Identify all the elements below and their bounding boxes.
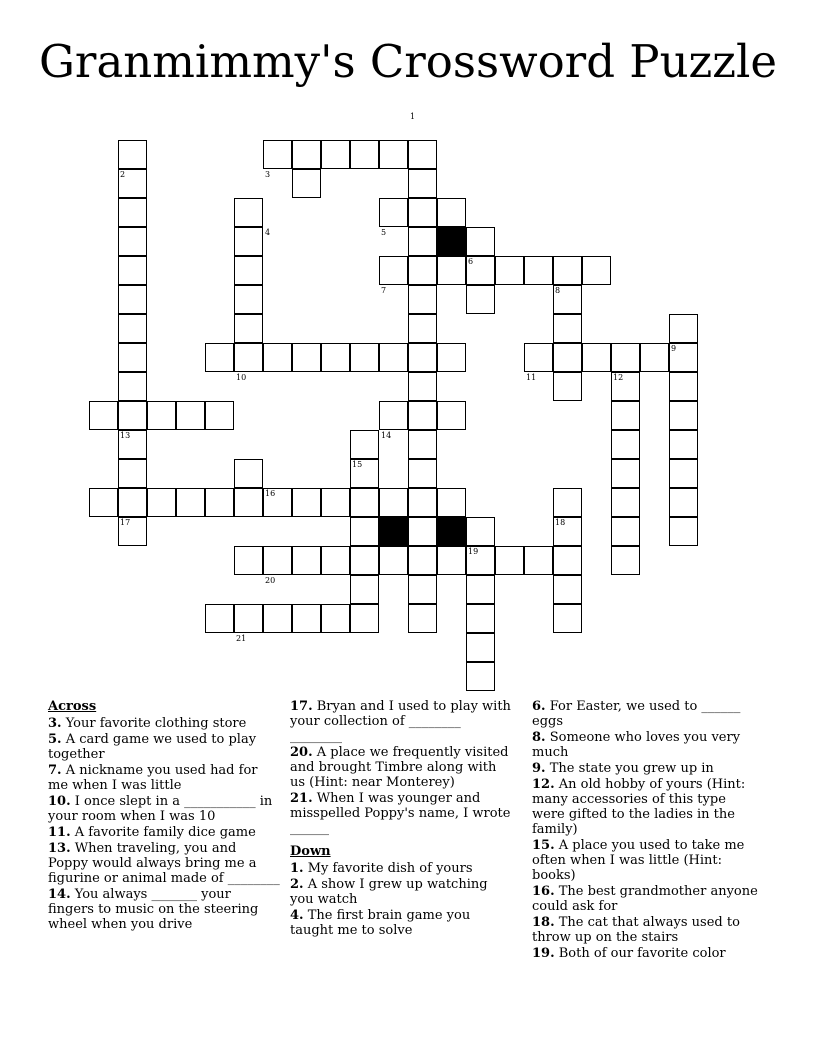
- clue-number: 10.: [48, 794, 71, 809]
- grid-cell[interactable]: [350, 488, 379, 517]
- across-heading: Across: [48, 699, 97, 714]
- grid-cell[interactable]: [437, 488, 466, 517]
- grid-cell[interactable]: [292, 488, 321, 517]
- grid-cell[interactable]: [408, 285, 437, 314]
- clue: [290, 877, 512, 907]
- grid-cell[interactable]: [495, 546, 524, 575]
- grid-cell[interactable]: [118, 314, 147, 343]
- grid-cell[interactable]: [118, 401, 147, 430]
- grid-cell[interactable]: [553, 372, 582, 401]
- clue-number-label: 12: [613, 373, 624, 382]
- grid-cell[interactable]: [553, 604, 582, 633]
- grid-cell[interactable]: [292, 343, 321, 372]
- clue-number-label: 11: [526, 373, 537, 382]
- grid-cell[interactable]: [669, 372, 698, 401]
- clue: [290, 745, 512, 790]
- clue: [290, 699, 512, 744]
- clue-number: 19.: [532, 946, 555, 961]
- clue-number-label: 16: [265, 489, 276, 498]
- grid-cell[interactable]: [350, 430, 379, 459]
- clue-text: An old hobby of yours (Hint: many accessories of this type were gifted to the ladies in the family): [532, 777, 746, 837]
- grid-cell[interactable]: [350, 343, 379, 372]
- clue-number-label: 5: [381, 228, 387, 237]
- grid-cell[interactable]: [495, 256, 524, 285]
- clue-text: A nickname you used had for me when I was little: [48, 763, 258, 793]
- clue-text: The best grandmother anyone could ask for: [532, 884, 758, 914]
- grid-cell[interactable]: [466, 285, 495, 314]
- clue-text: A place you used to take me often when I was little (Hint: books): [532, 838, 745, 883]
- grid-cell[interactable]: [640, 343, 669, 372]
- grid-cell[interactable]: [263, 604, 292, 633]
- grid-cell[interactable]: [118, 227, 147, 256]
- grid-cell[interactable]: [234, 604, 263, 633]
- grid-cell[interactable]: [408, 401, 437, 430]
- clue-number: 1.: [290, 861, 304, 876]
- grid-cell[interactable]: [379, 343, 408, 372]
- grid-cell[interactable]: [582, 343, 611, 372]
- grid-cell[interactable]: [118, 459, 147, 488]
- grid-cell[interactable]: [466, 227, 495, 256]
- grid-cell[interactable]: [408, 546, 437, 575]
- grid-cell[interactable]: [437, 198, 466, 227]
- clue-text: A favorite family dice game: [70, 825, 256, 840]
- clue: [532, 838, 758, 883]
- clue-number: 13.: [48, 841, 71, 856]
- grid-cell[interactable]: [408, 372, 437, 401]
- grid-cell[interactable]: [437, 256, 466, 285]
- grid-cell[interactable]: [350, 546, 379, 575]
- clue-text: A show I grew up watching you watch: [290, 877, 488, 907]
- grid-cell[interactable]: [118, 488, 147, 517]
- grid-cell[interactable]: [379, 401, 408, 430]
- grid-cell[interactable]: [292, 140, 321, 169]
- grid-cell[interactable]: [234, 546, 263, 575]
- grid-cell[interactable]: [234, 285, 263, 314]
- blocked-cell: [437, 227, 466, 256]
- clue-number: 3.: [48, 716, 62, 731]
- grid-cell[interactable]: [611, 488, 640, 517]
- down-clue-list: [290, 861, 512, 938]
- grid-cell[interactable]: [234, 488, 263, 517]
- grid-cell[interactable]: [408, 488, 437, 517]
- grid-cell[interactable]: [234, 227, 263, 256]
- grid-cell[interactable]: [350, 517, 379, 546]
- grid-cell[interactable]: [437, 401, 466, 430]
- clue-number-label: 14: [381, 431, 392, 440]
- grid-cell[interactable]: [408, 343, 437, 372]
- grid-cell[interactable]: [611, 459, 640, 488]
- grid-cell[interactable]: [205, 604, 234, 633]
- clue-number: 16.: [532, 884, 555, 899]
- clue-text: Both of our favorite color: [554, 946, 726, 961]
- grid-cell[interactable]: [118, 285, 147, 314]
- clue: [532, 761, 758, 776]
- grid-cell[interactable]: [408, 256, 437, 285]
- clue: [48, 794, 280, 824]
- page-title: Granmimmy's Crossword Puzzle: [38, 35, 778, 88]
- clue-text: The cat that always used to throw up on the stairs: [532, 915, 740, 945]
- clue-text: The state you grew up in: [545, 761, 714, 776]
- grid-cell[interactable]: [669, 517, 698, 546]
- grid-cell[interactable]: [234, 459, 263, 488]
- clue-text: The first brain game you taught me to solve: [290, 908, 471, 938]
- grid-cell[interactable]: [669, 488, 698, 517]
- grid-cell[interactable]: [408, 140, 437, 169]
- clue: [290, 791, 512, 836]
- grid-cell[interactable]: [147, 488, 176, 517]
- grid-cell[interactable]: [379, 140, 408, 169]
- grid-cell[interactable]: [466, 633, 495, 662]
- grid-cell[interactable]: [524, 546, 553, 575]
- clue-number: 8.: [532, 730, 546, 745]
- clue-text: My favorite dish of yours: [303, 861, 473, 876]
- grid-cell[interactable]: [321, 488, 350, 517]
- clue: [532, 730, 758, 760]
- clue-number-label: 3: [265, 170, 271, 179]
- clue-number-label: 1: [410, 112, 416, 121]
- clue-text: Someone who loves you very much: [532, 730, 741, 760]
- grid-cell[interactable]: [234, 256, 263, 285]
- clue-number: 7.: [48, 763, 62, 778]
- grid-cell[interactable]: [553, 314, 582, 343]
- clue-number-label: 9: [671, 344, 677, 353]
- grid-cell[interactable]: [408, 314, 437, 343]
- grid-cell[interactable]: [118, 256, 147, 285]
- grid-cell[interactable]: [118, 140, 147, 169]
- grid-cell[interactable]: [669, 459, 698, 488]
- clue: [48, 887, 280, 932]
- clue-number: 15.: [532, 838, 555, 853]
- clue-text: You always _______ your fingers to music on the steering wheel when you drive: [48, 887, 259, 932]
- down-heading: Down: [290, 844, 331, 859]
- grid-cell[interactable]: [176, 401, 205, 430]
- clue-number-label: 15: [352, 460, 363, 469]
- clue: [290, 908, 512, 938]
- grid-cell[interactable]: [408, 227, 437, 256]
- clue-number-label: 10: [236, 373, 247, 382]
- clue: [48, 763, 280, 793]
- grid-cell[interactable]: [118, 198, 147, 227]
- clue-number: 6.: [532, 699, 546, 714]
- grid-cell[interactable]: [89, 401, 118, 430]
- grid-cell[interactable]: [205, 343, 234, 372]
- grid-cell[interactable]: [611, 343, 640, 372]
- grid-cell[interactable]: [263, 343, 292, 372]
- grid-cell[interactable]: [437, 343, 466, 372]
- grid-cell[interactable]: [408, 604, 437, 633]
- clue-number-label: 6: [468, 257, 474, 266]
- grid-cell[interactable]: [582, 256, 611, 285]
- clues-column-2: [290, 699, 512, 939]
- down-clue-list-continued: [532, 699, 758, 961]
- grid-cell[interactable]: [176, 488, 205, 517]
- clue-number-label: 7: [381, 286, 387, 295]
- clue-number: 2.: [290, 877, 304, 892]
- clues-column-3: [532, 699, 758, 962]
- grid-cell[interactable]: [466, 604, 495, 633]
- grid-cell[interactable]: [321, 604, 350, 633]
- grid-cell[interactable]: [379, 256, 408, 285]
- grid-cell[interactable]: [553, 488, 582, 517]
- blocked-cell: [437, 517, 466, 546]
- clue: [290, 861, 512, 876]
- grid-cell[interactable]: [321, 343, 350, 372]
- clue-number: 4.: [290, 908, 304, 923]
- grid-cell[interactable]: [524, 256, 553, 285]
- grid-cell[interactable]: [205, 488, 234, 517]
- clue-number-label: 19: [468, 547, 479, 556]
- grid-cell[interactable]: [553, 546, 582, 575]
- grid-cell[interactable]: [611, 546, 640, 575]
- clue-number: 21.: [290, 791, 313, 806]
- grid-cell[interactable]: [147, 401, 176, 430]
- across-clue-list: [48, 716, 280, 932]
- grid-cell[interactable]: [118, 372, 147, 401]
- grid-cell[interactable]: [553, 343, 582, 372]
- clue-number-label: 17: [120, 518, 131, 527]
- grid-cell[interactable]: [379, 198, 408, 227]
- clue-number-label: 18: [555, 518, 566, 527]
- grid-cell[interactable]: [89, 488, 118, 517]
- grid-cell[interactable]: [466, 575, 495, 604]
- clue-text: I once slept in a ___________ in your room when I was 10: [48, 794, 273, 824]
- clue-text: For Easter, we used to ______ eggs: [532, 699, 741, 729]
- grid-cell[interactable]: [669, 401, 698, 430]
- grid-cell[interactable]: [466, 517, 495, 546]
- clue: [532, 777, 758, 837]
- grid-cell[interactable]: [350, 604, 379, 633]
- across-clue-list-continued: [290, 699, 512, 836]
- clue-text: When traveling, you and Poppy would always bring me a figurine or animal made of ________: [48, 841, 280, 886]
- clue-text: A place we frequently visited and brought Timbre along with us (Hint: near Monterey): [290, 745, 509, 790]
- grid-cell[interactable]: [611, 517, 640, 546]
- grid-cell[interactable]: [292, 546, 321, 575]
- grid-cell[interactable]: [408, 169, 437, 198]
- clue: [48, 825, 280, 840]
- grid-cell[interactable]: [408, 517, 437, 546]
- clue-number: 5.: [48, 732, 62, 747]
- clue-number: 9.: [532, 761, 546, 776]
- blocked-cell: [379, 517, 408, 546]
- grid-cell[interactable]: [263, 546, 292, 575]
- clue: [532, 699, 758, 729]
- clue-number: 20.: [290, 745, 313, 760]
- clue: [532, 915, 758, 945]
- grid-cell[interactable]: [292, 169, 321, 198]
- grid-cell[interactable]: [669, 430, 698, 459]
- clue: [532, 946, 758, 961]
- clue-number-label: 4: [265, 228, 271, 237]
- clue-number-label: 2: [120, 170, 126, 179]
- grid-cell[interactable]: [408, 198, 437, 227]
- grid-cell[interactable]: [437, 546, 466, 575]
- clue: [48, 732, 280, 762]
- grid-cell[interactable]: [118, 343, 147, 372]
- grid-cell[interactable]: [263, 140, 292, 169]
- clues-column-1: [48, 699, 280, 933]
- clue-text: Bryan and I used to play with your collection of ________ ________: [290, 699, 511, 744]
- grid-cell[interactable]: [350, 140, 379, 169]
- clue-text: A card game we used to play together: [48, 732, 257, 762]
- clue-number: 14.: [48, 887, 71, 902]
- clue-text: When I was younger and misspelled Poppy's name, I wrote ______: [290, 791, 511, 836]
- grid-cell[interactable]: [611, 401, 640, 430]
- clue: [48, 841, 280, 886]
- grid-cell[interactable]: [321, 546, 350, 575]
- grid-cell[interactable]: [466, 662, 495, 691]
- grid-cell[interactable]: [669, 314, 698, 343]
- clue: [48, 716, 280, 731]
- clue-number: 17.: [290, 699, 313, 714]
- grid-cell[interactable]: [408, 459, 437, 488]
- grid-cell[interactable]: [350, 575, 379, 604]
- grid-cell[interactable]: [321, 140, 350, 169]
- clue-number: 11.: [48, 825, 71, 840]
- clue-number-label: 8: [555, 286, 561, 295]
- grid-cell[interactable]: [234, 314, 263, 343]
- clue-number: 18.: [532, 915, 555, 930]
- clue-number-label: 21: [236, 634, 247, 643]
- grid-cell[interactable]: [379, 488, 408, 517]
- grid-cell[interactable]: [611, 430, 640, 459]
- grid-cell[interactable]: [234, 198, 263, 227]
- clue-text: Your favorite clothing store: [61, 716, 247, 731]
- grid-cell[interactable]: [408, 430, 437, 459]
- grid-cell[interactable]: [408, 575, 437, 604]
- clue-number-label: 20: [265, 576, 276, 585]
- grid-cell[interactable]: [553, 575, 582, 604]
- clue: [532, 884, 758, 914]
- grid-cell[interactable]: [205, 401, 234, 430]
- grid-cell[interactable]: [234, 343, 263, 372]
- grid-cell[interactable]: [292, 604, 321, 633]
- grid-cell[interactable]: [524, 343, 553, 372]
- grid-cell[interactable]: [379, 546, 408, 575]
- clue-number-label: 13: [120, 431, 131, 440]
- grid-cell[interactable]: [553, 256, 582, 285]
- clue-number: 12.: [532, 777, 555, 792]
